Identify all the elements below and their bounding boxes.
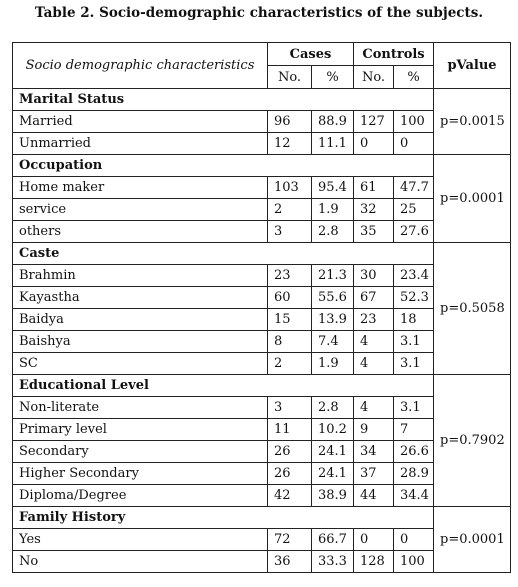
cases-percent: 13.9: [312, 309, 354, 331]
cases-percent: 24.1: [312, 463, 354, 485]
controls-count: 4: [354, 353, 394, 375]
cases-count: 42: [268, 485, 312, 507]
row-label: Brahmin: [13, 265, 268, 287]
row-label: Yes: [13, 529, 268, 551]
controls-count: 4: [354, 397, 394, 419]
cases-count: 8: [268, 331, 312, 353]
category-label: Educational Level: [13, 375, 434, 397]
controls-count: 4: [354, 331, 394, 353]
controls-percent: 34.4: [394, 485, 434, 507]
controls-percent: 23.4: [394, 265, 434, 287]
cases-count: 26: [268, 441, 312, 463]
controls-percent: 100: [394, 111, 434, 133]
controls-count: 23: [354, 309, 394, 331]
cases-percent: 7.4: [312, 331, 354, 353]
header-controls-pct: %: [394, 66, 434, 89]
controls-percent: 25: [394, 199, 434, 221]
controls-percent: 26.6: [394, 441, 434, 463]
controls-count: 34: [354, 441, 394, 463]
controls-percent: 3.1: [394, 353, 434, 375]
row-label: Secondary: [13, 441, 268, 463]
row-label: others: [13, 221, 268, 243]
category-label: Marital Status: [13, 89, 434, 111]
controls-percent: 0: [394, 529, 434, 551]
controls-percent: 52.3: [394, 287, 434, 309]
header-cases-no: No.: [268, 66, 312, 89]
header-pvalue: pValue: [434, 43, 511, 89]
cases-count: 60: [268, 287, 312, 309]
controls-percent: 100: [394, 551, 434, 573]
p-value: p=0.0001: [434, 155, 511, 243]
cases-count: 11: [268, 419, 312, 441]
controls-percent: 18: [394, 309, 434, 331]
cases-percent: 55.6: [312, 287, 354, 309]
cases-count: 3: [268, 397, 312, 419]
p-value: p=0.7902: [434, 375, 511, 507]
cases-percent: 11.1: [312, 133, 354, 155]
row-label: Kayastha: [13, 287, 268, 309]
category-row: [13, 89, 511, 111]
row-label: Higher Secondary: [13, 463, 268, 485]
controls-count: 128: [354, 551, 394, 573]
cases-count: 36: [268, 551, 312, 573]
row-label: Unmarried: [13, 133, 268, 155]
row-label: service: [13, 199, 268, 221]
p-value: p=0.0015: [434, 89, 511, 155]
controls-percent: 0: [394, 133, 434, 155]
header-controls-no: No.: [354, 66, 394, 89]
header-cases-pct: %: [312, 66, 354, 89]
category-row: [13, 375, 511, 397]
controls-percent: 27.6: [394, 221, 434, 243]
socio-demographic-table: [12, 42, 511, 573]
category-label: Caste: [13, 243, 434, 265]
controls-percent: 47.7: [394, 177, 434, 199]
p-value: p=0.5058: [434, 243, 511, 375]
row-label: SC: [13, 353, 268, 375]
controls-count: 0: [354, 529, 394, 551]
cases-percent: 33.3: [312, 551, 354, 573]
cases-percent: 95.4: [312, 177, 354, 199]
cases-count: 72: [268, 529, 312, 551]
header-controls: Controls: [354, 43, 434, 66]
cases-count: 15: [268, 309, 312, 331]
cases-percent: 1.9: [312, 353, 354, 375]
cases-count: 23: [268, 265, 312, 287]
controls-count: 35: [354, 221, 394, 243]
controls-count: 67: [354, 287, 394, 309]
controls-count: 37: [354, 463, 394, 485]
cases-count: 2: [268, 353, 312, 375]
row-label: Baishya: [13, 331, 268, 353]
cases-percent: 10.2: [312, 419, 354, 441]
category-row: [13, 243, 511, 265]
cases-count: 12: [268, 133, 312, 155]
controls-percent: 3.1: [394, 397, 434, 419]
header-characteristics: Socio demographic characteristics: [13, 43, 268, 89]
cases-count: 103: [268, 177, 312, 199]
cases-percent: 66.7: [312, 529, 354, 551]
controls-count: 0: [354, 133, 394, 155]
controls-count: 127: [354, 111, 394, 133]
table-caption: Table 2. Socio-demographic characteristics of the subjects.: [34, 5, 484, 21]
row-label: Baidya: [13, 309, 268, 331]
category-label: Family History: [13, 507, 434, 529]
controls-count: 32: [354, 199, 394, 221]
cases-count: 2: [268, 199, 312, 221]
cases-count: 26: [268, 463, 312, 485]
p-value: p=0.0001: [434, 507, 511, 573]
cases-percent: 21.3: [312, 265, 354, 287]
row-label: Non-literate: [13, 397, 268, 419]
controls-percent: 28.9: [394, 463, 434, 485]
controls-count: 9: [354, 419, 394, 441]
category-row: [13, 155, 511, 177]
cases-percent: 2.8: [312, 221, 354, 243]
cases-percent: 1.9: [312, 199, 354, 221]
cases-count: 96: [268, 111, 312, 133]
row-label: No: [13, 551, 268, 573]
cases-percent: 88.9: [312, 111, 354, 133]
cases-percent: 2.8: [312, 397, 354, 419]
row-label: Primary level: [13, 419, 268, 441]
cases-percent: 24.1: [312, 441, 354, 463]
cases-count: 3: [268, 221, 312, 243]
controls-percent: 7: [394, 419, 434, 441]
controls-count: 30: [354, 265, 394, 287]
header-cases: Cases: [268, 43, 354, 66]
row-label: Home maker: [13, 177, 268, 199]
cases-percent: 38.9: [312, 485, 354, 507]
controls-count: 61: [354, 177, 394, 199]
controls-percent: 3.1: [394, 331, 434, 353]
category-row: [13, 507, 511, 529]
category-label: Occupation: [13, 155, 434, 177]
row-label: Diploma/Degree: [13, 485, 268, 507]
controls-count: 44: [354, 485, 394, 507]
row-label: Married: [13, 111, 268, 133]
